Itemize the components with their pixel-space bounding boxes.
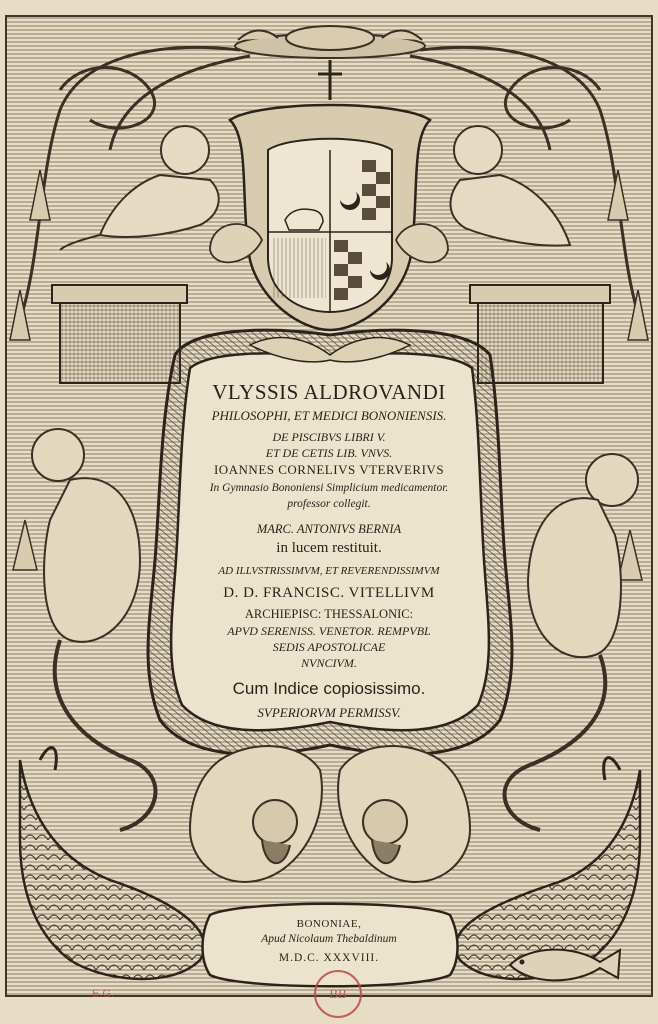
author-name: VLYSSIS ALDROVANDI bbox=[212, 380, 446, 404]
pedestal-left bbox=[52, 285, 187, 383]
publisher-name: MARC. ANTONIVS BERNIA bbox=[256, 522, 402, 536]
work-title-1: DE PISCIBVS LIBRI V. bbox=[272, 430, 386, 444]
publisher-action: in lucem restituit. bbox=[276, 540, 382, 556]
dedicatee-role-1: APVD SERENISS. VENETOR. REMPVBL bbox=[227, 624, 431, 638]
imprint-city: BONONIAE, bbox=[296, 918, 362, 930]
dedicatee-name: D. D. FRANCISC. VITELLIVM bbox=[223, 585, 435, 601]
editor-name: IOANNES CORNELIVS VTERVERIVS bbox=[213, 462, 445, 477]
editor-description-1: In Gymnasio Bononiensi Simplicium medicamentor. bbox=[209, 482, 449, 494]
dedicatee-role-2: SEDIS APOSTOLICAE bbox=[272, 640, 386, 654]
dedicatee-title: ARCHIEPISC: THESSALONIC: bbox=[244, 607, 414, 621]
imprint-year: M.D.C. XXXVIII. bbox=[278, 952, 380, 964]
author-description: PHILOSOPHI, ET MEDICI BONONIENSIS. bbox=[211, 408, 447, 423]
work-title-2: ET DE CETIS LIB. VNVS. bbox=[265, 446, 393, 460]
dedicatee-role-3: NVNCIVM. bbox=[301, 656, 357, 670]
permission-note: SVPERIORVM PERMISSV. bbox=[257, 705, 401, 720]
dedication-intro: AD ILLVSTRISSIMVM, ET REVERENDISSIMVM bbox=[218, 565, 440, 577]
library-mark: E.G. bbox=[92, 988, 115, 1000]
editor-description-2: professor collegit. bbox=[287, 498, 371, 510]
library-stamp: BB bbox=[314, 970, 362, 1018]
index-note: Cum Indice copiosissimo. bbox=[232, 679, 426, 698]
imprint-printer: Apud Nicolaum Thebaldinum bbox=[261, 933, 397, 945]
